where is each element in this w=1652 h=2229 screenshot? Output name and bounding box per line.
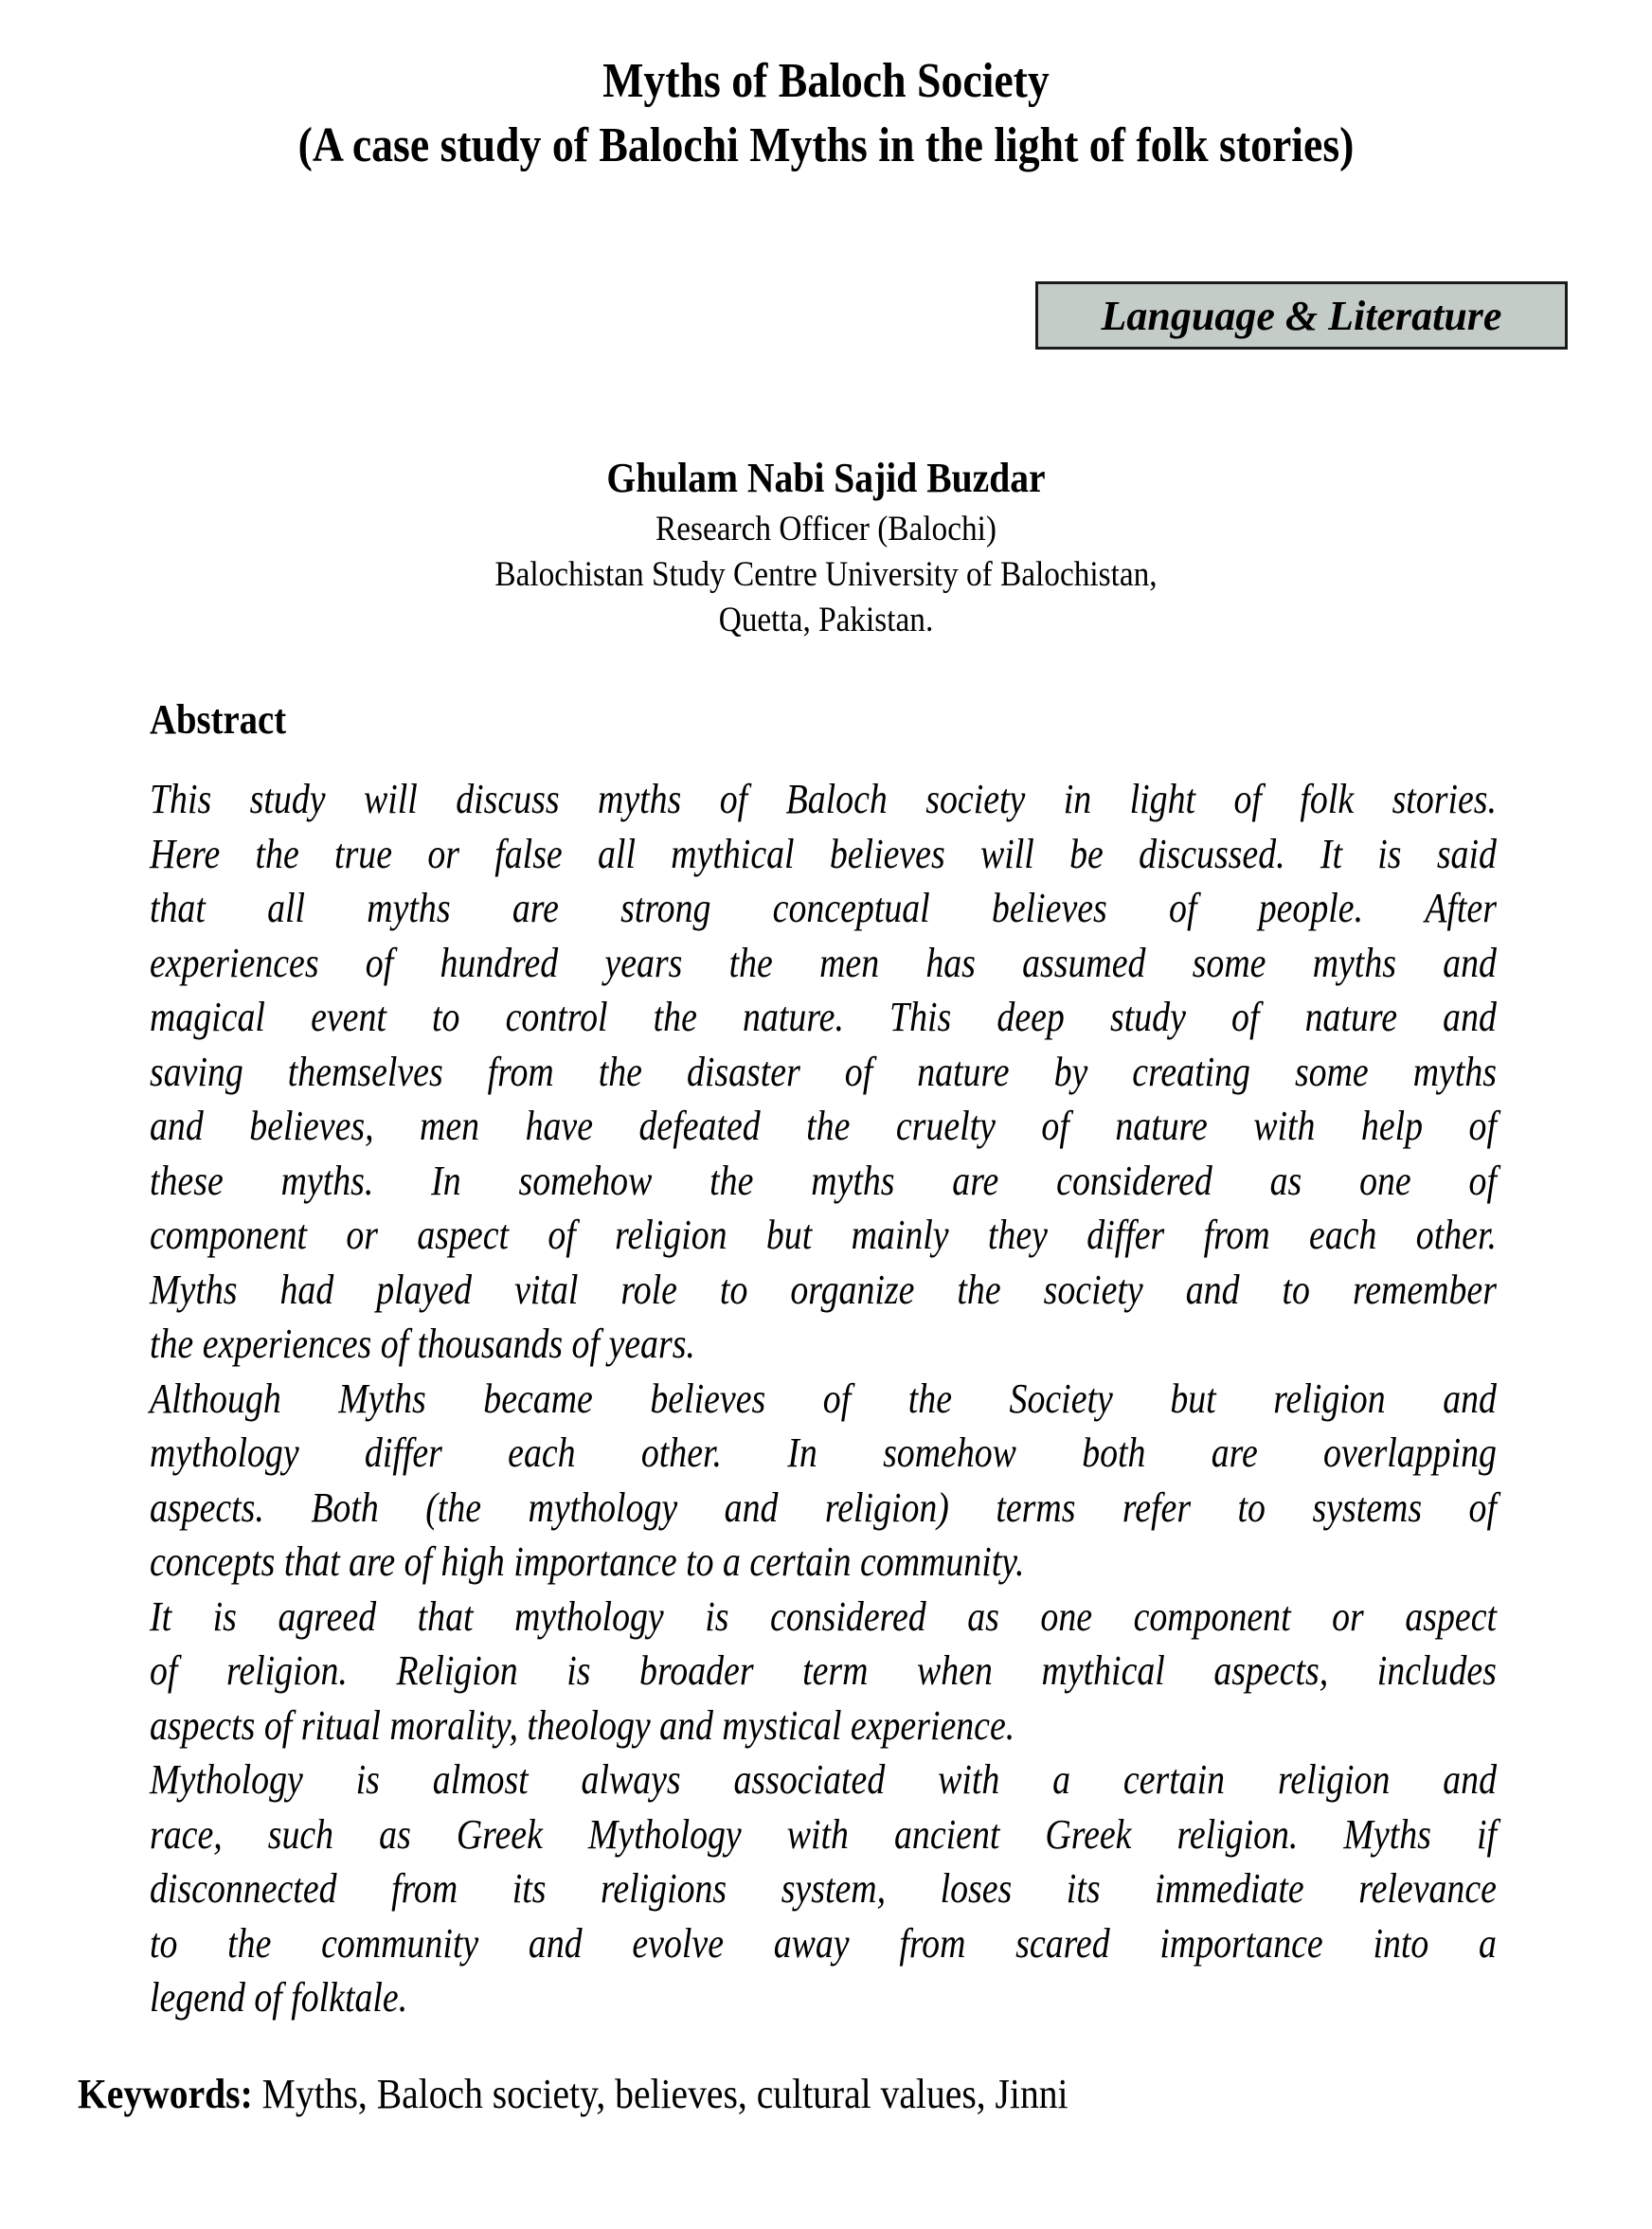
abstract-line: legend of folktale. bbox=[150, 1974, 408, 2021]
abstract-line: the experiences of thousands of years. bbox=[150, 1321, 695, 1367]
abstract-line: and believes, men have defeated the cruelty of nature with help of bbox=[150, 1103, 1497, 1149]
paper-title: Myths of Baloch Society bbox=[602, 54, 1050, 108]
abstract-line: of religion. Religion is broader term when mythical aspects, includes bbox=[150, 1647, 1497, 1694]
abstract-line: saving themselves from the disaster of nature by creating some myths bbox=[150, 1048, 1497, 1095]
author-position: Research Officer (Balochi) bbox=[655, 510, 997, 548]
category-label: Language & Literature bbox=[1101, 292, 1502, 339]
author-location: Quetta, Pakistan. bbox=[718, 601, 934, 639]
abstract-line: component or aspect of religion but mainly they differ from each other. bbox=[150, 1212, 1497, 1258]
abstract-line: aspects of ritual morality, theology and mystical experience. bbox=[150, 1701, 1015, 1749]
abstract-heading: Abstract bbox=[150, 696, 287, 743]
abstract-line: It is agreed that mythology is considered as one component or aspect bbox=[150, 1592, 1497, 1640]
keywords-label: Keywords: bbox=[78, 2071, 253, 2117]
keywords-line bbox=[78, 2068, 1068, 2121]
author-name: Ghulam Nabi Sajid Buzdar bbox=[606, 455, 1046, 501]
abstract-line: magical event to control the nature. This deep study of nature and bbox=[150, 994, 1497, 1040]
abstract-line: these myths. In somehow the myths are considered as one of bbox=[150, 1157, 1497, 1204]
paper-subtitle: (A case study of Balochi Myths in the light of folk stories) bbox=[297, 118, 1355, 172]
abstract-line: Mythology is almost always associated with a certain religion and bbox=[150, 1756, 1497, 1803]
abstract-line: concepts that are of high importance to a certain community. bbox=[150, 1538, 1025, 1585]
abstract-line: that all myths are strong conceptual believes of people. After bbox=[150, 885, 1497, 931]
abstract-line: to the community and evolve away from scared importance into a bbox=[150, 1919, 1497, 1967]
abstract-line: disconnected from its religions system, loses its immediate relevance bbox=[150, 1865, 1497, 1912]
abstract-body bbox=[150, 772, 1497, 2025]
author-affiliation: Balochistan Study Centre University of Balochistan, bbox=[494, 555, 1158, 594]
author-block bbox=[0, 450, 1652, 643]
abstract-line: Here the true or false all mythical believes will be discussed. It is said bbox=[150, 830, 1497, 877]
keywords-text: Myths, Baloch society, believes, cultural values, Jinni bbox=[252, 2071, 1068, 2117]
category-badge bbox=[1035, 281, 1568, 350]
abstract-line: Myths had played vital role to organize the society and to remember bbox=[150, 1266, 1497, 1313]
abstract-line: This study will discuss myths of Baloch society in light of folk stories. bbox=[150, 776, 1497, 822]
abstract-line: race, such as Greek Mythology with ancient Greek religion. Myths if bbox=[150, 1810, 1497, 1858]
abstract-line: Although Myths became believes of the Society but religion and bbox=[150, 1375, 1497, 1422]
abstract-line: aspects. Both (the mythology and religion) terms refer to systems of bbox=[150, 1483, 1497, 1531]
abstract-line: mythology differ each other. In somehow both are overlapping bbox=[150, 1429, 1497, 1476]
abstract-line: experiences of hundred years the men has assumed some myths and bbox=[150, 939, 1497, 986]
title-block bbox=[0, 49, 1652, 178]
